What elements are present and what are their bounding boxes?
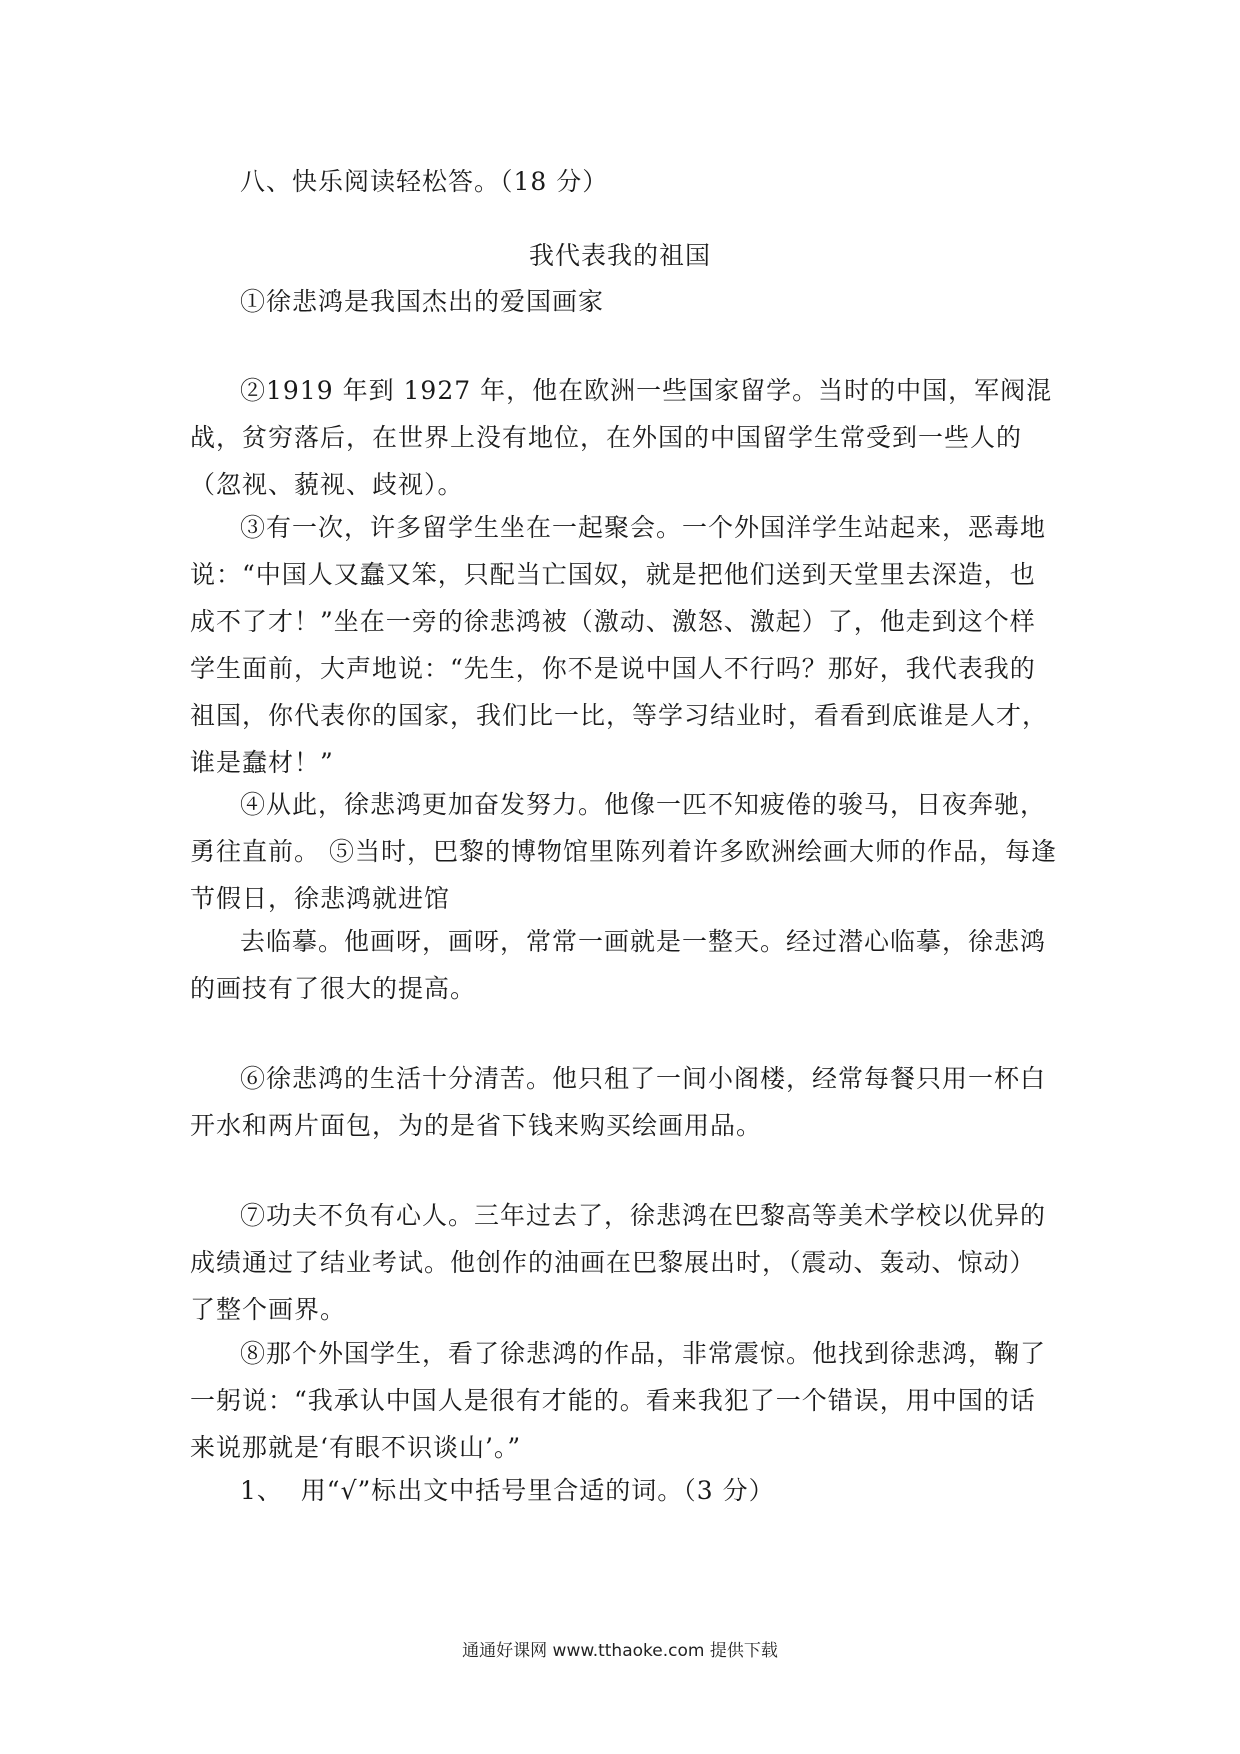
paragraph-8: ⑧那个外国学生，看了徐悲鸿的作品，非常震惊。他找到徐悲鸿，鞠了一躬说：“我承认中国人是很有才能的。看来我犯了一个错误，用中国的话来说那就是‘有眼不识谈山’。” bbox=[190, 1339, 1047, 1462]
section-heading: 八、快乐阅读轻松答。（18 分） bbox=[240, 167, 609, 196]
paragraph-3: ③有一次，许多留学生坐在一起聚会。一个外国洋学生站起来，恶毒地说：“中国人又蠢又笨，只配当亡国奴，就是把他们送到天堂里去深造，也成不了才！”坐在一旁的徐悲鸿被（激动、激怒、激起）了，他走到这个样学生面前，大声地说：“先生，你不是说中国人不行吗？那好，我代表我的祖国，你代表你的国家，我们比一比，等学习结业时，看看到底谁是人才，谁是蠢材！” bbox=[190, 513, 1049, 777]
paragraph-6: ⑥徐悲鸿的生活十分清苦。他只租了一间小阁楼，经常每餐只用一杯白开水和两片面包，为的是省下钱来购买绘画用品。 bbox=[190, 1064, 1047, 1140]
article-title: 我代表我的祖国 bbox=[528, 241, 711, 270]
paragraph-7: ⑦功夫不负有心人。三年过去了，徐悲鸿在巴黎高等美术学校以优异的成绩通过了结业考试。他创作的油画在巴黎展出时，（震动、轰动、惊动）了整个画界。 bbox=[190, 1201, 1047, 1324]
paragraph-2: ②1919 年到 1927 年，他在欧洲一些国家留学。当时的中国，军阀混战，贫穷落后，在世界上没有地位，在外国的中国留学生常受到一些人的（忽视、藐视、歧视）。 bbox=[190, 376, 1053, 499]
question-1: 1、 用“√”标出文中括号里合适的词。（3 分） bbox=[240, 1476, 775, 1505]
paragraph-1: ①徐悲鸿是我国杰出的爱国画家 bbox=[240, 287, 605, 316]
paragraph-5: 去临摹。他画呀，画呀，常常一画就是一整天。经过潜心临摹，徐悲鸿的画技有了很大的提高。 bbox=[190, 927, 1047, 1003]
paragraph-4: ④从此，徐悲鸿更加奋发努力。他像一匹不知疲倦的骏马，日夜奔驰，勇往直前。 ⑤当时，巴黎的博物馆里陈列着许多欧洲绘画大师的作品，每逢节假日，徐悲鸿就进馆 bbox=[190, 790, 1057, 913]
footer-credit: 通通好课网 www.tthaoke.com 提供下载 bbox=[462, 1641, 778, 1661]
